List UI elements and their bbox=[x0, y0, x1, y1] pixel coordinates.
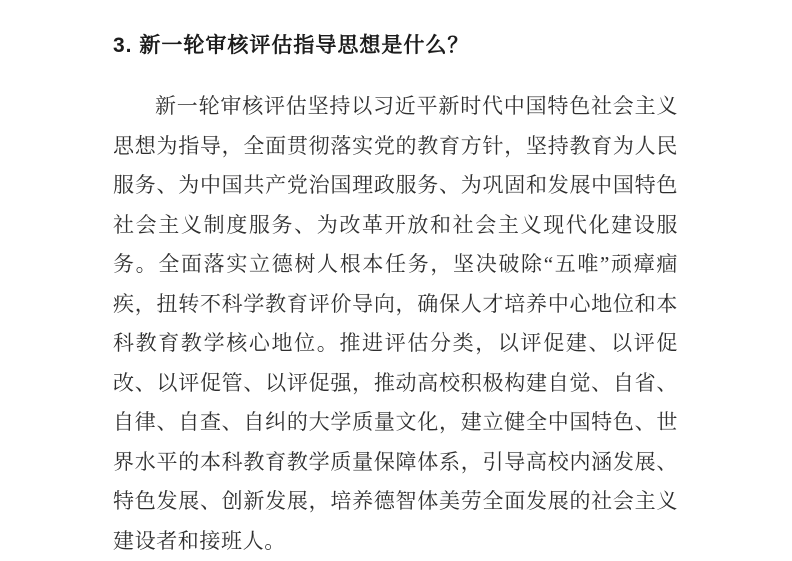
question-heading: 3. 新一轮审核评估指导思想是什么？ bbox=[113, 34, 470, 57]
answer-paragraph: 新一轮审核评估坚持以习近平新时代中国特色社会主义思想为指导，全面贯彻落实党的教育方针，坚持教育为人民服务、为中国共产党治国理政服务、为巩固和发展中国特色社会主义制度服务、为改革开放和社会主义现代化建设服务。全面落实立德树人根本任务，坚决破除“五唯”顽瘴痼疾，扭转不科学教育评价导向，确保人才培养中心地位和本科教育教学核心地位。推进评估分类，以评促建、以评促改、以评促管、以评促强，推动高校积极构建自觉、自省、自律、自查、自纠的大学质量文化，建立健全中国特色、世界水平的本科教育教学质量保障体系，引导高校内涵发展、特色发展、创新发展，培养德智体美劳全面发展的社会主义建设者和接班人。 bbox=[113, 94, 678, 553]
